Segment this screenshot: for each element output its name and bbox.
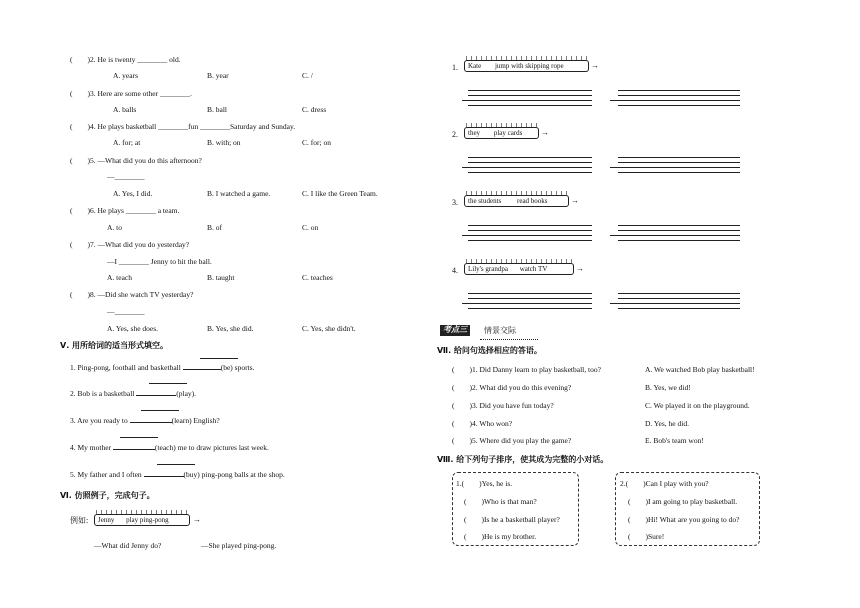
match-answer-c: C. We played it on the playground. (645, 401, 750, 410)
answer-line (120, 437, 158, 438)
item-number: 3. (452, 198, 458, 207)
fill-item-3: 3. Are you ready to (learn) English? (70, 416, 220, 425)
prompt-subject: Kate (468, 62, 482, 70)
section-badge: 考点三 (440, 325, 470, 336)
dialog1-line-2: ( )Who is that man? (464, 497, 537, 506)
mc-option-b: B. taught (207, 273, 235, 282)
mc-option-a: A. Yes, she does. (107, 324, 159, 333)
match-answer-b: B. Yes, we did! (645, 383, 691, 392)
prompt-box (464, 60, 589, 72)
dialog1-line-3: ( )Is he a basketball player? (464, 515, 560, 524)
mc-option-b: B. of (207, 223, 222, 232)
section-badge-title: 情景交际 (484, 326, 516, 335)
match-answer-a: A. We watched Bob play basketball! (645, 365, 755, 374)
item-number: 2. (452, 130, 458, 139)
mc-option-a: A. balls (113, 105, 137, 114)
prompt-action: watch TV (519, 265, 548, 273)
section-5-title: Ⅴ. 用所给词的适当形式填空。 (60, 341, 169, 350)
prompt-action: read books (517, 197, 548, 205)
dialog2-line-1: 2.( )Can I play with you? (620, 479, 709, 488)
dialog2-line-4: ( )Sure! (628, 532, 665, 541)
dialog2-line-3: ( )Hi! What are you going to do? (628, 515, 740, 524)
prompt-action: jump with skipping rope (494, 62, 564, 70)
arrow-icon: → (571, 196, 579, 205)
answer-line (200, 358, 238, 359)
mc-answer-blank: —________ (107, 307, 145, 316)
prompt-subject: the students (468, 197, 502, 205)
prompt-subject: they (468, 129, 481, 137)
section-8-title: Ⅷ. 给下列句子排序，使其成为完整的小对话。 (437, 455, 609, 464)
mc-option-c: C. teaches (302, 273, 333, 282)
example-prompt-box (94, 514, 190, 526)
item-number: 1. (452, 63, 458, 72)
example-label: 例如: (70, 516, 89, 525)
mc-option-c: C. I like the Green Team. (302, 189, 378, 198)
match-question-1: ( )1. Did Danny learn to play basketball, too? (452, 365, 601, 374)
mc-answer-blank: —________ (107, 172, 145, 181)
dialog1-line-1: 1.( )Yes, he is. (456, 479, 513, 488)
fill-item-1: 1. Ping-pong, football and basketball (be) sports. (70, 363, 255, 372)
mc-question-6: ( )6. He plays ________ a team. (70, 206, 180, 215)
mc-option-c: C. on (302, 223, 319, 232)
arrow-icon: → (576, 264, 584, 273)
example-subject: Jenny (98, 516, 115, 524)
answer-line (149, 383, 187, 384)
mc-option-b: B. with; on (207, 138, 241, 147)
mc-question-3: ( )3. Here are some other ________. (70, 89, 192, 98)
arrow-icon: → (591, 61, 599, 70)
section-7-title: Ⅶ. 给问句选择相应的答语。 (437, 346, 542, 355)
prompt-box (464, 127, 539, 139)
badge-underline (480, 339, 538, 340)
mc-option-a: A. Yes, I did. (113, 189, 153, 198)
mc-dialog-line: —I ________ Jenny to hit the ball. (107, 257, 212, 266)
arrow-icon: → (193, 515, 201, 524)
prompt-box (464, 263, 574, 275)
match-answer-e: E. Bob's team won! (645, 436, 704, 445)
fill-item-5: 5. My father and I often (buy) ping-pong balls at the shop. (70, 470, 285, 479)
example-answer: —She played ping-pong. (201, 541, 277, 550)
mc-option-c: C. / (302, 71, 313, 80)
fill-item-2: 2. Bob is a basketball (play). (70, 389, 197, 398)
arrow-icon: → (541, 128, 549, 137)
prompt-action: play cards (493, 129, 523, 137)
prompt-subject: Lily's grandpa (468, 265, 508, 273)
dialog1-line-4: ( )He is my brother. (464, 532, 537, 541)
mc-question-8: ( )8. —Did she watch TV yesterday? (70, 290, 194, 299)
mc-option-a: A. teach (107, 273, 132, 282)
mc-option-c: C. dress (302, 105, 327, 114)
mc-option-a: A. to (107, 223, 122, 232)
match-answer-d: D. Yes, he did. (645, 419, 689, 428)
mc-option-b: B. I watched a game. (207, 189, 271, 198)
match-question-4: ( )4. Who won? (452, 419, 513, 428)
mc-option-b: B. Yes, she did. (207, 324, 254, 333)
mc-option-b: B. year (207, 71, 229, 80)
example-action: play ping-pong (126, 516, 169, 524)
dialog2-line-2: ( )I am going to play basketball. (628, 497, 738, 506)
match-question-3: ( )3. Did you have fun today? (452, 401, 554, 410)
mc-option-c: C. for; on (302, 138, 331, 147)
answer-line (141, 410, 179, 411)
match-question-5: ( )5. Where did you play the game? (452, 436, 572, 445)
mc-question-7: ( )7. —What did you do yesterday? (70, 240, 190, 249)
mc-question-2: ( )2. He is twenty ________ old. (70, 55, 181, 64)
fill-item-4: 4. My mother (teach) me to draw pictures last week. (70, 443, 269, 452)
mc-question-5: ( )5. —What did you do this afternoon? (70, 156, 202, 165)
mc-option-a: A. for; at (113, 138, 141, 147)
mc-option-b: B. ball (207, 105, 227, 114)
item-number: 4. (452, 266, 458, 275)
section-6-title: Ⅵ. 仿照例子，完成句子。 (60, 491, 155, 500)
match-question-2: ( )2. What did you do this evening? (452, 383, 572, 392)
example-question: —What did Jenny do? (94, 541, 162, 550)
prompt-box (464, 195, 569, 207)
mc-option-c: C. Yes, she didn't. (302, 324, 356, 333)
answer-line (157, 464, 195, 465)
mc-option-a: A. years (113, 71, 138, 80)
mc-question-4: ( )4. He plays basketball ________fun ________Saturday and Sunday. (70, 122, 296, 131)
